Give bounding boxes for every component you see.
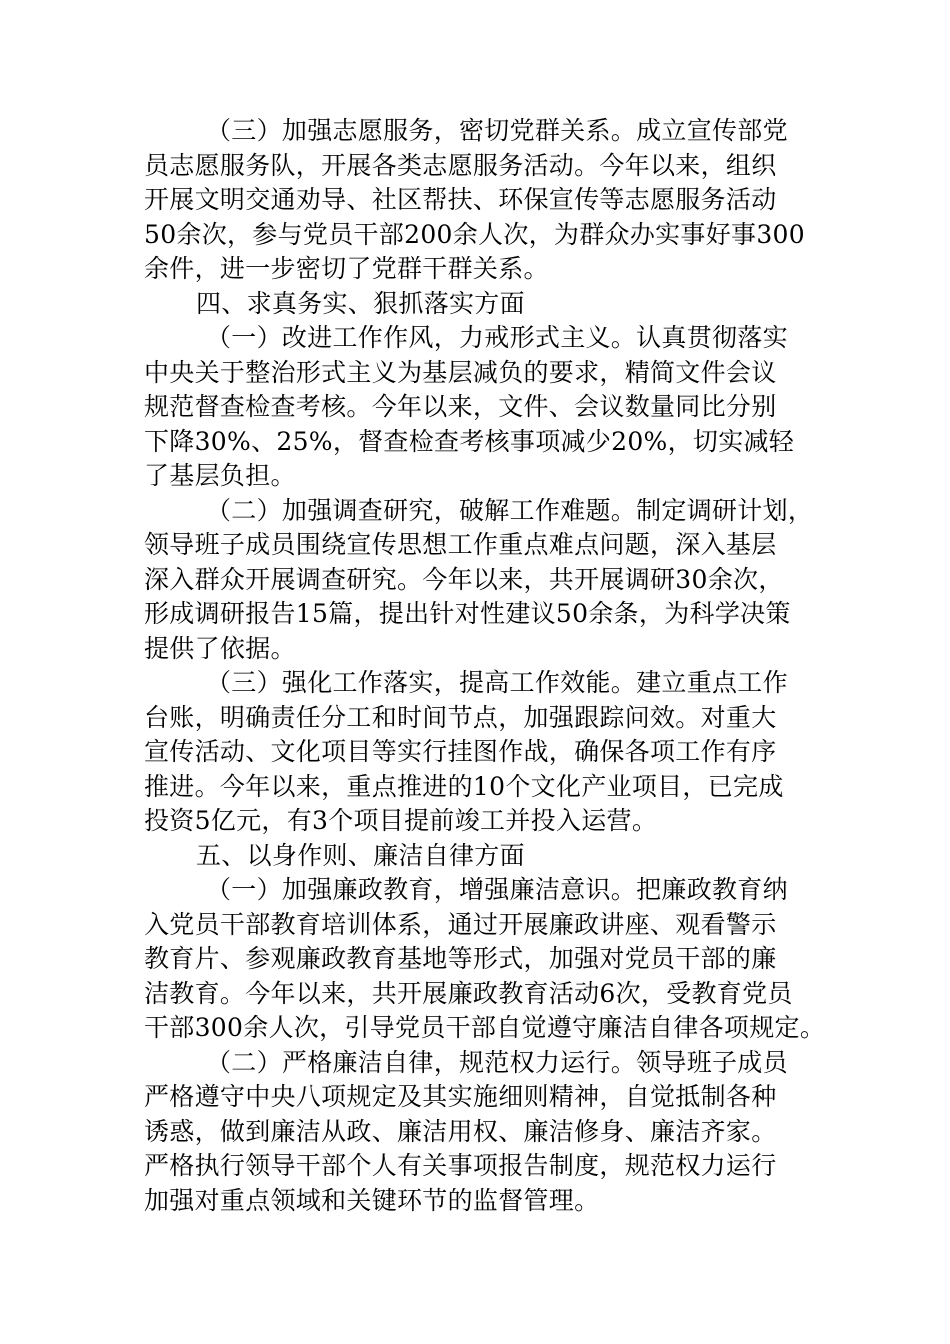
text-line: 提供了依据。 [144,633,296,663]
text-line: 台账，明确责任分工和时间节点，加强跟踪问效。对重大 [144,702,777,732]
text-line: 加强对重点领域和关键环节的监督管理。 [144,1185,600,1215]
text-line: 深入群众开展调查研究。今年以来，共开展调研30余次， [144,564,784,594]
document-body [144,114,830,1218]
text-line: （一）加强廉政教育，增强廉洁意识。把廉政教育纳 [206,875,788,904]
text-line: 洁教育。今年以来，共开展廉政教育活动6次，受教育党员 [144,978,793,1008]
text-line: 投资5亿元，有3个项目提前竣工并投入运营。 [144,806,658,835]
text-line: （二）严格廉洁自律，规范权力运行。领导班子成员 [206,1047,788,1077]
text-line: （一）改进工作作风，力戒形式主义。认真贯彻落实 [206,323,788,352]
text-line: 推进。今年以来，重点推进的10个文化产业项目，已完成 [144,771,784,801]
text-line: 诱惑，做到廉洁从政、廉洁用权、廉洁修身、廉洁齐家。 [144,1116,777,1146]
text-line: 开展文明交通劝导、社区帮扶、环保宣传等志愿服务活动 [144,185,777,214]
text-line: 余件，进一步密切了党群干群关系。 [144,254,549,283]
text-line: 领导班子成员围绕宣传思想工作重点难点问题，深入基层 [144,530,777,559]
text-line: （三）加强志愿服务，密切党群关系。成立宣传部党 [206,116,788,145]
text-line: 规范督查检查考核。今年以来，文件、会议数量同比分别 [144,392,777,421]
text-line: 中央关于整治形式主义为基层减负的要求，精简文件会议 [144,357,777,387]
text-line: 入党员干部教育培训体系，通过开展廉政讲座、观看警示 [144,909,777,939]
text-line: 干部300余人次，引导党员干部自觉遵守廉洁自律各项规定。 [144,1013,826,1042]
text-line: （二）加强调查研究，破解工作难题。制定调研计划， [206,495,814,525]
text-line: 50余次，参与党员干部200余人次，为群众办实事好事300 [144,219,805,249]
text-line: 严格执行领导干部个人有关事项报告制度，规范权力运行 [144,1151,777,1180]
text-line: 严格遵守中央八项规定及其实施细则精神，自觉抵制各种 [144,1082,777,1111]
text-line: 形成调研报告15篇，提出针对性建议50余条，为科学决策 [144,599,791,628]
text-line: 了基层负担。 [144,461,296,490]
text-line: 教育片、参观廉政教育基地等形式，加强对党员干部的廉 [144,944,777,973]
text-line: 下降30%、25%，督查检查考核事项减少20%，切实减轻 [144,426,795,456]
text-line: （三）强化工作落实，提高工作效能。建立重点工作 [206,668,788,697]
text-line: 宣传活动、文化项目等实行挂图作战，确保各项工作有序 [144,737,777,766]
text-line: 员志愿服务队，开展各类志愿服务活动。今年以来，组织 [144,150,777,180]
section-heading: 四、求真务实、狠抓落实方面 [196,288,525,318]
section-heading: 五、以身作则、廉洁自律方面 [196,840,525,870]
